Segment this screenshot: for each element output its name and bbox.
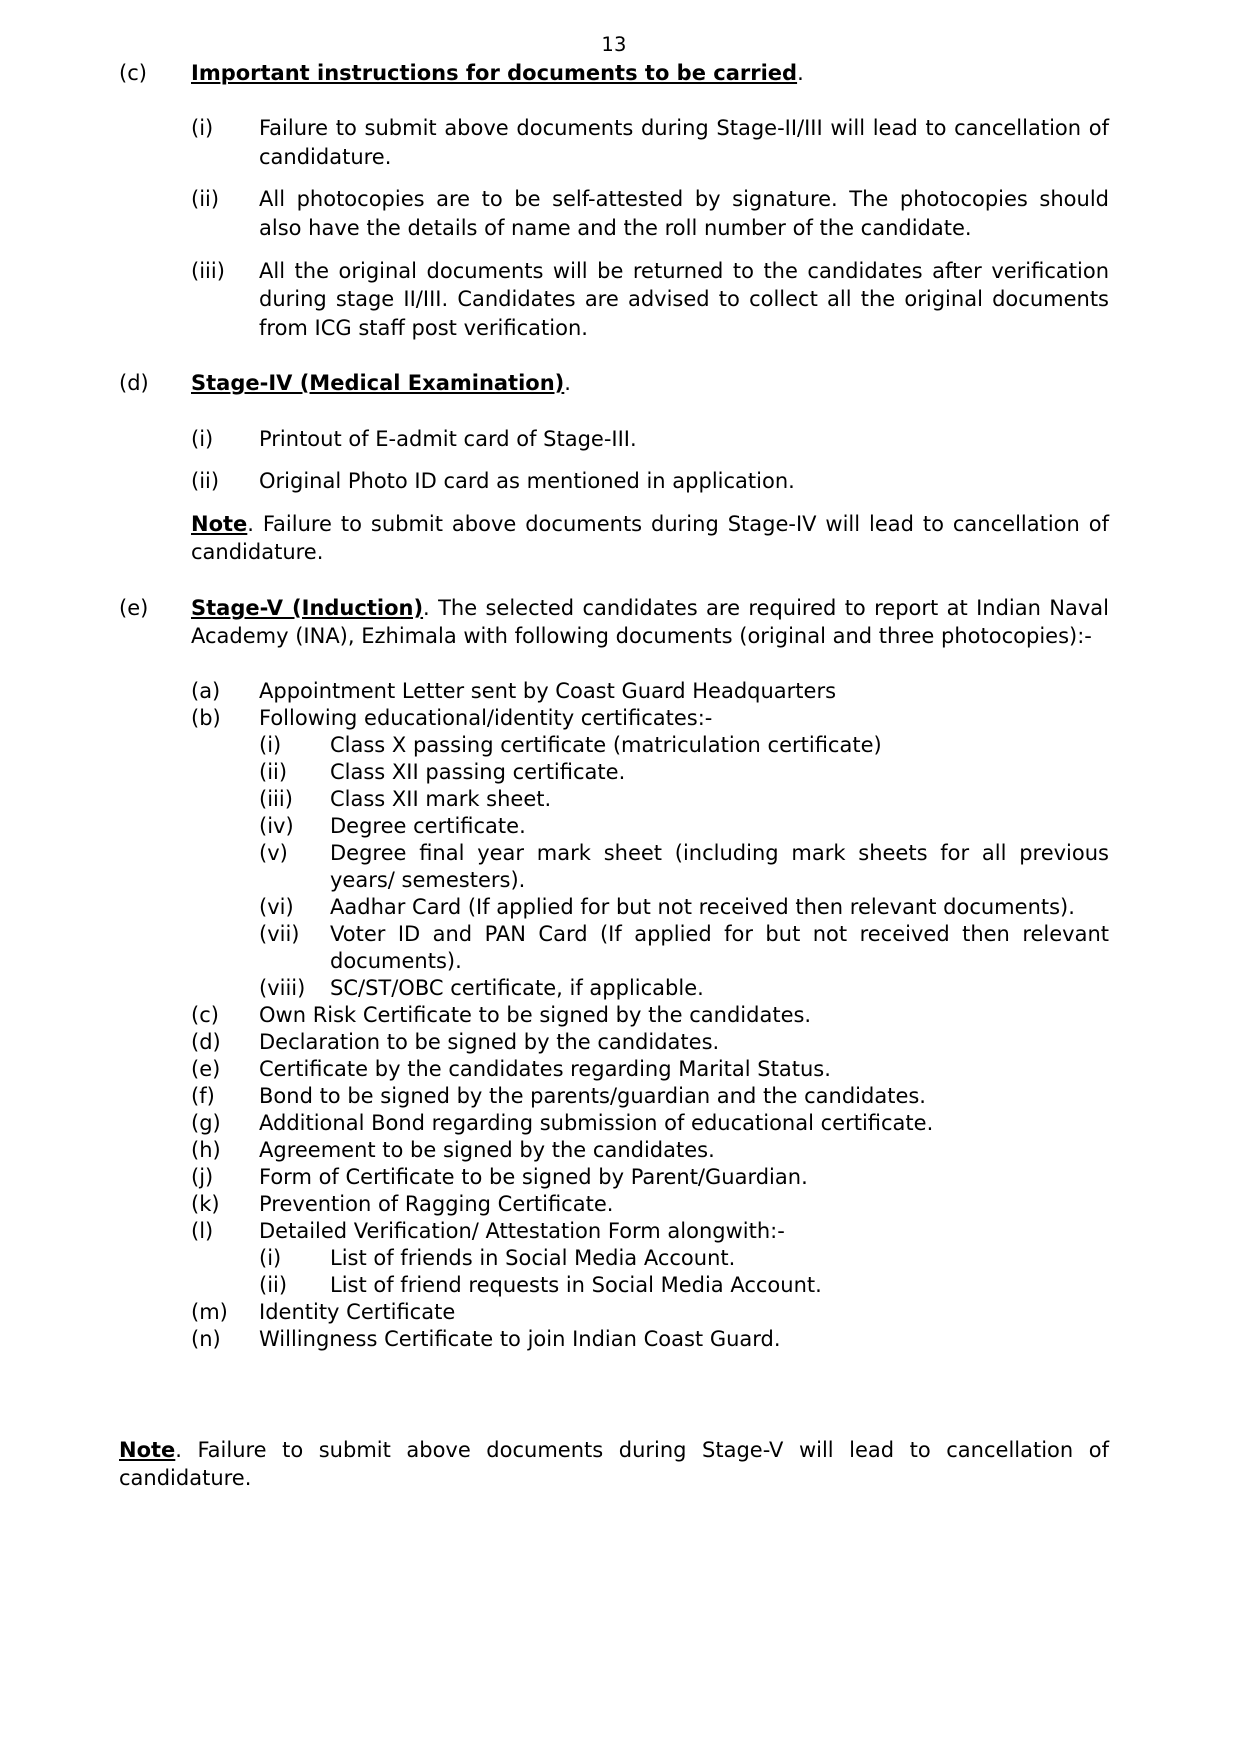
spacer — [119, 1353, 1109, 1409]
list-text: Appointment Letter sent by Coast Guard Headquarters — [259, 678, 837, 703]
list-marker: (j) — [191, 1164, 214, 1189]
spacer — [119, 651, 1109, 678]
section-e-marker: (e) — [119, 595, 149, 620]
list-text: Bond to be signed by the parents/guardian and the candidates. — [259, 1083, 926, 1108]
document-item — [191, 1326, 1109, 1353]
section-c-item — [191, 185, 1109, 242]
list-marker: (ii) — [259, 759, 288, 784]
document-item — [191, 1029, 1109, 1056]
spacer — [119, 1409, 1109, 1436]
list-marker: (a) — [191, 678, 221, 703]
section-d-heading: Stage-IV (Medical Examination) — [191, 371, 565, 396]
certificate-item — [259, 975, 1109, 1002]
document-item — [191, 705, 1109, 732]
list-marker: (i) — [259, 1245, 282, 1270]
list-text: Detailed Verification/ Attestation Form alongwith:- — [259, 1218, 785, 1243]
certificate-item — [259, 759, 1109, 786]
list-text: Identity Certificate — [259, 1299, 456, 1324]
list-marker: (iii) — [259, 786, 293, 811]
document-item — [191, 1191, 1109, 1218]
section-d-heading-row — [119, 369, 1109, 398]
list-text: Degree final year mark sheet (including mark sheets for all previous years/ semesters). — [330, 840, 1109, 892]
section-e-lead — [191, 594, 1109, 651]
list-marker: (f) — [191, 1083, 215, 1108]
certificate-item — [259, 786, 1109, 813]
section-e-lead-text: . The selected candidates are required to report at Indian Naval Academy (INA), Ezhimala with following documents (original and three photocopies):- — [191, 595, 1109, 649]
section-d-heading-tail: . — [564, 371, 571, 396]
section-d-item — [191, 425, 1109, 454]
spacer — [119, 87, 1109, 114]
section-d-items — [191, 425, 1109, 567]
section-c-items — [191, 114, 1109, 342]
note-text: . Failure to submit above documents during Stage-V will lead to cancellation of candidature. — [119, 1437, 1109, 1491]
document-item — [191, 1218, 1109, 1245]
section-e-heading: Stage-V (Induction) — [191, 595, 424, 620]
note-label: Note — [191, 511, 248, 536]
list-marker: (n) — [191, 1326, 221, 1351]
list-text: All photocopies are to be self-attested by signature. The photocopies should also have the details of name and the roll number of the candidate. — [259, 187, 1109, 240]
section-c-heading-row — [119, 59, 1109, 88]
spacer — [119, 398, 1109, 425]
certificate-item — [259, 894, 1109, 921]
list-text: Declaration to be signed by the candidates. — [259, 1029, 720, 1054]
page-number: 13 — [601, 33, 627, 56]
list-marker: (l) — [191, 1218, 214, 1243]
certificate-item — [259, 813, 1109, 840]
list-text: Printout of E-admit card of Stage-III. — [259, 426, 637, 451]
list-marker: (iv) — [259, 813, 294, 838]
verification-subitem — [259, 1245, 1109, 1272]
list-text: Own Risk Certificate to be signed by the candidates. — [259, 1002, 812, 1027]
list-marker: (i) — [259, 732, 282, 757]
list-text: Agreement to be signed by the candidates. — [259, 1137, 715, 1162]
certificate-item — [259, 840, 1109, 894]
document-item — [191, 1083, 1109, 1110]
section-d-heading-text — [191, 369, 1109, 398]
section-c-heading-text — [191, 59, 1109, 88]
document-item — [191, 1056, 1109, 1083]
list-marker: (d) — [191, 1029, 221, 1054]
list-text: Form of Certificate to be signed by Parent/Guardian. — [259, 1164, 808, 1189]
verification-subitems-list — [259, 1245, 1109, 1299]
list-text: Class XII passing certificate. — [330, 759, 626, 784]
list-marker: (c) — [191, 1002, 219, 1027]
document-item — [191, 1299, 1109, 1326]
list-marker: (viii) — [259, 975, 306, 1000]
list-marker: (ii) — [191, 187, 220, 212]
list-text: Voter ID and PAN Card (If applied for but not received then relevant documents). — [330, 921, 1109, 973]
spacer — [191, 171, 1109, 185]
list-text: Willingness Certificate to join Indian Coast Guard. — [259, 1326, 781, 1351]
spacer — [119, 567, 1109, 594]
list-marker: (vi) — [259, 894, 294, 919]
list-marker: (m) — [191, 1299, 228, 1324]
section-d-item — [191, 467, 1109, 496]
section-c-item — [191, 257, 1109, 343]
section-d-note — [191, 510, 1109, 567]
list-text: Failure to submit above documents during Stage-II/III will lead to cancellation of candidature. — [259, 116, 1109, 169]
stage-v-document-list — [191, 678, 1109, 1353]
document-item — [191, 678, 1109, 705]
list-marker: (ii) — [259, 1272, 288, 1297]
list-marker: (e) — [191, 1056, 221, 1081]
document-item — [191, 1002, 1109, 1029]
spacer — [191, 496, 1109, 510]
certificate-item — [259, 732, 1109, 759]
list-marker: (ii) — [191, 469, 220, 494]
verification-subitem — [259, 1272, 1109, 1299]
document-item — [191, 1110, 1109, 1137]
list-marker: (g) — [191, 1110, 221, 1135]
list-text: Prevention of Ragging Certificate. — [259, 1191, 614, 1216]
list-text: List of friends in Social Media Account. — [330, 1245, 736, 1270]
list-text: SC/ST/OBC certificate, if applicable. — [330, 975, 704, 1000]
spacer — [119, 342, 1109, 369]
list-marker: (h) — [191, 1137, 221, 1162]
list-text: Class XII mark sheet. — [330, 786, 552, 811]
list-text: Following educational/identity certificates:- — [259, 705, 713, 730]
section-c-item — [191, 114, 1109, 171]
list-text: Original Photo ID card as mentioned in application. — [259, 469, 795, 494]
list-text: Degree certificate. — [330, 813, 526, 838]
note-label: Note — [119, 1437, 176, 1462]
section-c-marker: (c) — [119, 60, 147, 85]
list-marker: (k) — [191, 1191, 220, 1216]
section-c-heading: Important instructions for documents to be carried — [191, 60, 798, 85]
list-text: Certificate by the candidates regarding Marital Status. — [259, 1056, 831, 1081]
section-c-heading-tail: . — [797, 60, 804, 85]
list-marker: (i) — [191, 426, 214, 451]
list-text: Aadhar Card (If applied for but not received then relevant documents). — [330, 894, 1075, 919]
list-text: List of friend requests in Social Media Account. — [330, 1272, 822, 1297]
list-marker: (vii) — [259, 921, 300, 946]
document-item — [191, 1137, 1109, 1164]
list-text: All the original documents will be returned to the candidates after verification during stage II/III. Candidates are advised to collect all the original documents from ICG staff post verification. — [259, 258, 1109, 340]
list-marker: (iii) — [191, 258, 225, 283]
certificate-item — [259, 921, 1109, 975]
list-marker: (b) — [191, 705, 221, 730]
list-text: Additional Bond regarding submission of educational certificate. — [259, 1110, 934, 1135]
list-text: Class X passing certificate (matriculation certificate) — [330, 732, 882, 757]
list-marker: (i) — [191, 116, 214, 141]
educational-certificates-list — [259, 732, 1109, 1002]
note-text: . Failure to submit above documents during Stage-IV will lead to cancellation of candidature. — [191, 511, 1109, 565]
section-d-marker: (d) — [119, 371, 149, 396]
section-e-heading-row — [119, 594, 1109, 651]
spacer — [191, 243, 1109, 257]
document-item — [191, 1164, 1109, 1191]
list-marker: (v) — [259, 840, 288, 865]
spacer — [191, 453, 1109, 467]
final-note — [119, 1436, 1109, 1493]
